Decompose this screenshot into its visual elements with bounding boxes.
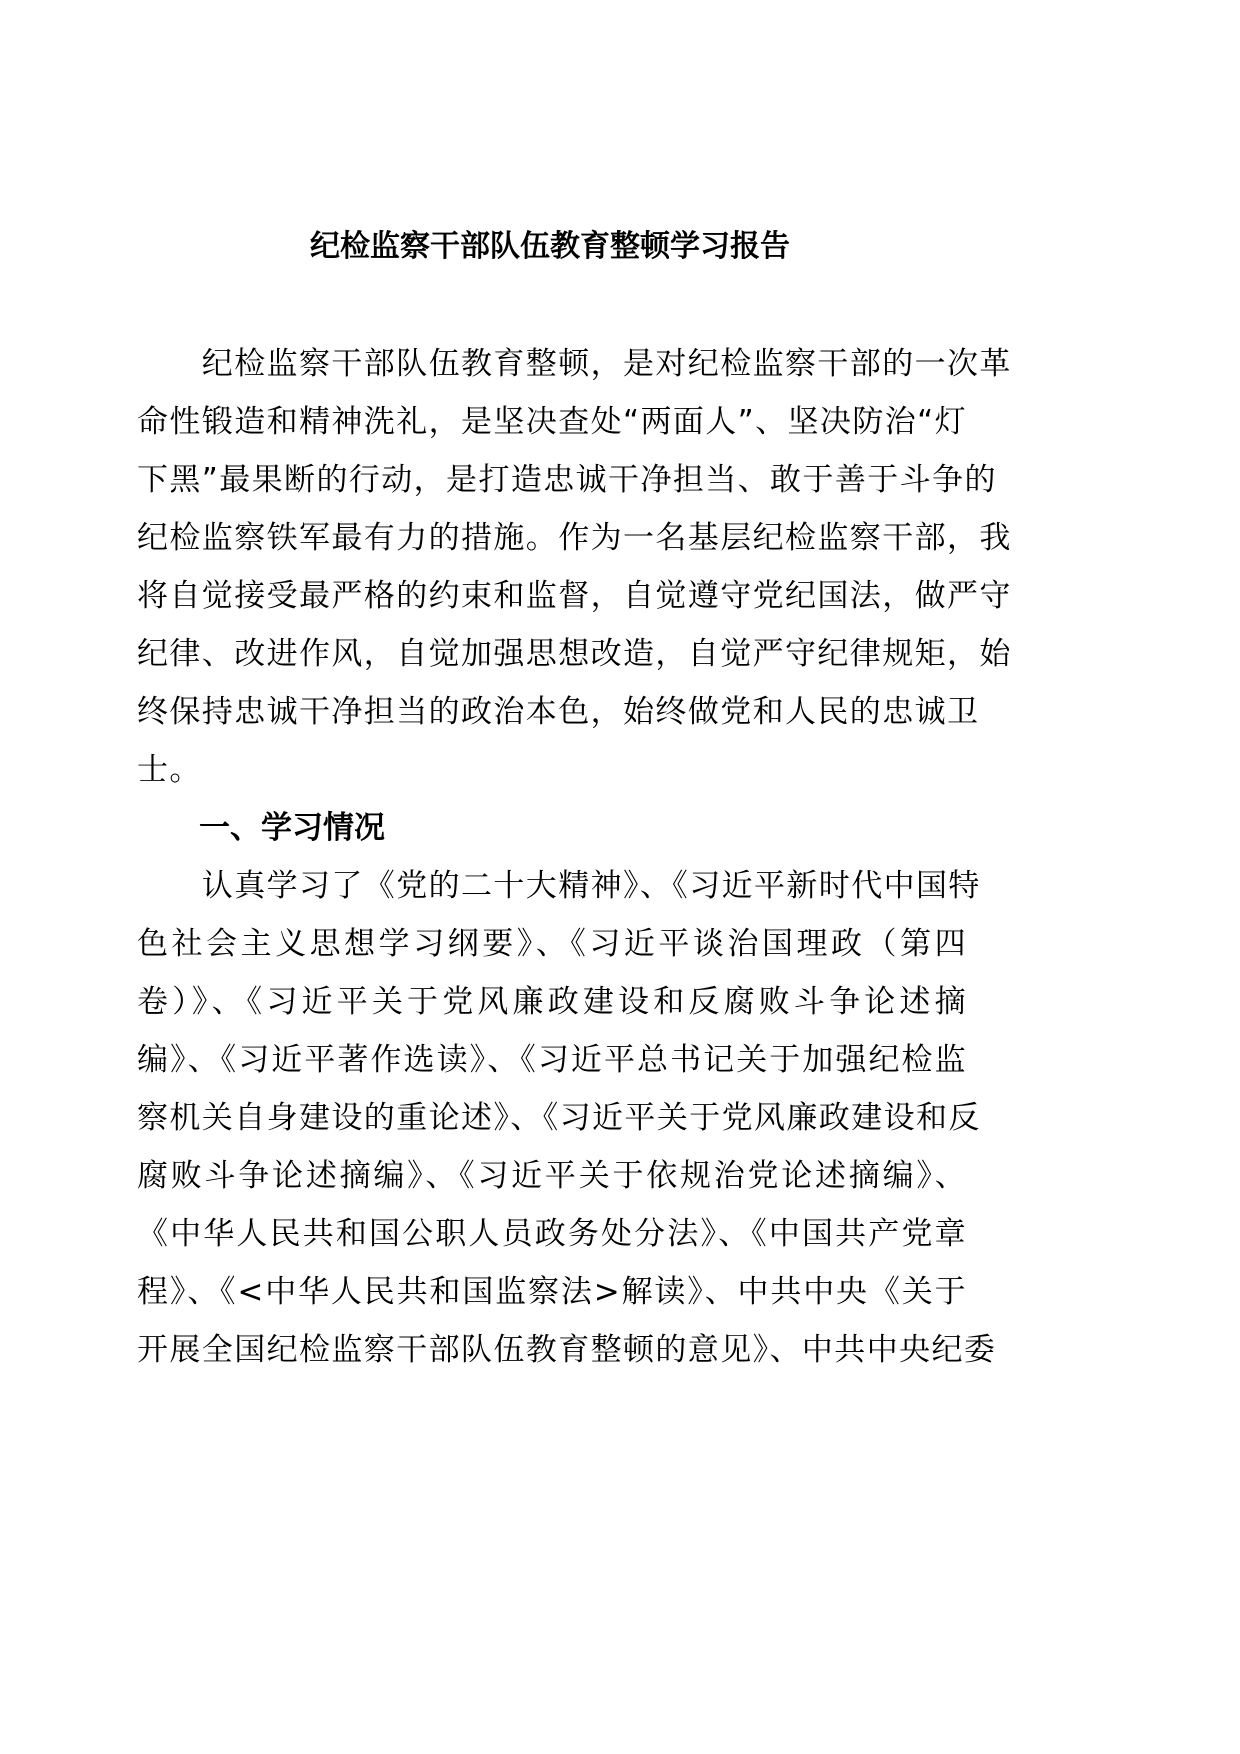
- paragraph-line: 察机关自身建设的重论述》、《习近平关于党风廉政建设和反: [137, 1100, 981, 1136]
- paragraph-line: 纪检监察干部队伍教育整顿，是对纪检监察干部的一次革: [137, 346, 1012, 382]
- paragraph-line: 终保持忠诚干净担当的政治本色，始终做党和人民的忠诚卫: [137, 694, 980, 730]
- paragraph-line: 卷）》、《习近平关于党风廉政建设和反腐败斗争论述摘: [137, 984, 967, 1020]
- paragraph-line: 下黑”最果断的行动，是打造忠诚干净担当、敢于善于斗争的: [137, 462, 997, 498]
- paragraph-line: 开展全国纪检监察干部队伍教育整顿的意见》、中共中央纪委: [137, 1332, 997, 1368]
- section-heading: 一、学习情况: [199, 810, 385, 846]
- paragraph-line: 命性锻造和精神洗礼，是坚决查处“两面人”、坚决防治“灯: [137, 404, 967, 440]
- paragraph-line: 色社会主义思想学习纲要》、《习近平谈治国理政（第四: [137, 926, 967, 962]
- paragraph-line: 《中华人民共和国公职人员政务处分法》、《中国共产党章: [137, 1216, 967, 1252]
- section-study-situation: [137, 799, 997, 1379]
- paragraph-line: 士。: [137, 752, 202, 788]
- paragraph-line: 纪检监察铁军最有力的措施。作为一名基层纪检监察干部，我: [137, 520, 1012, 556]
- intro-paragraph: [137, 335, 1012, 799]
- paragraph-line: 程》、《<中华人民共和国监察法>解读》、中共中央《关于: [137, 1274, 967, 1310]
- paragraph-line: 纪律、改进作风，自觉加强思想改造，自觉严守纪律规矩，始: [137, 636, 1012, 672]
- document-title: 纪检监察干部队伍教育整顿学习报告: [310, 229, 790, 264]
- paragraph-line: 腐败斗争论述摘编》、《习近平关于依规治党论述摘编》、: [137, 1158, 967, 1194]
- paragraph-line: 将自觉接受最严格的约束和监督，自觉遵守党纪国法，做严守: [137, 578, 1012, 614]
- paragraph-line: 认真学习了《党的二十大精神》、《习近平新时代中国特: [137, 868, 981, 904]
- paragraph-line: 编》、《习近平著作选读》、《习近平总书记关于加强纪检监: [137, 1042, 967, 1078]
